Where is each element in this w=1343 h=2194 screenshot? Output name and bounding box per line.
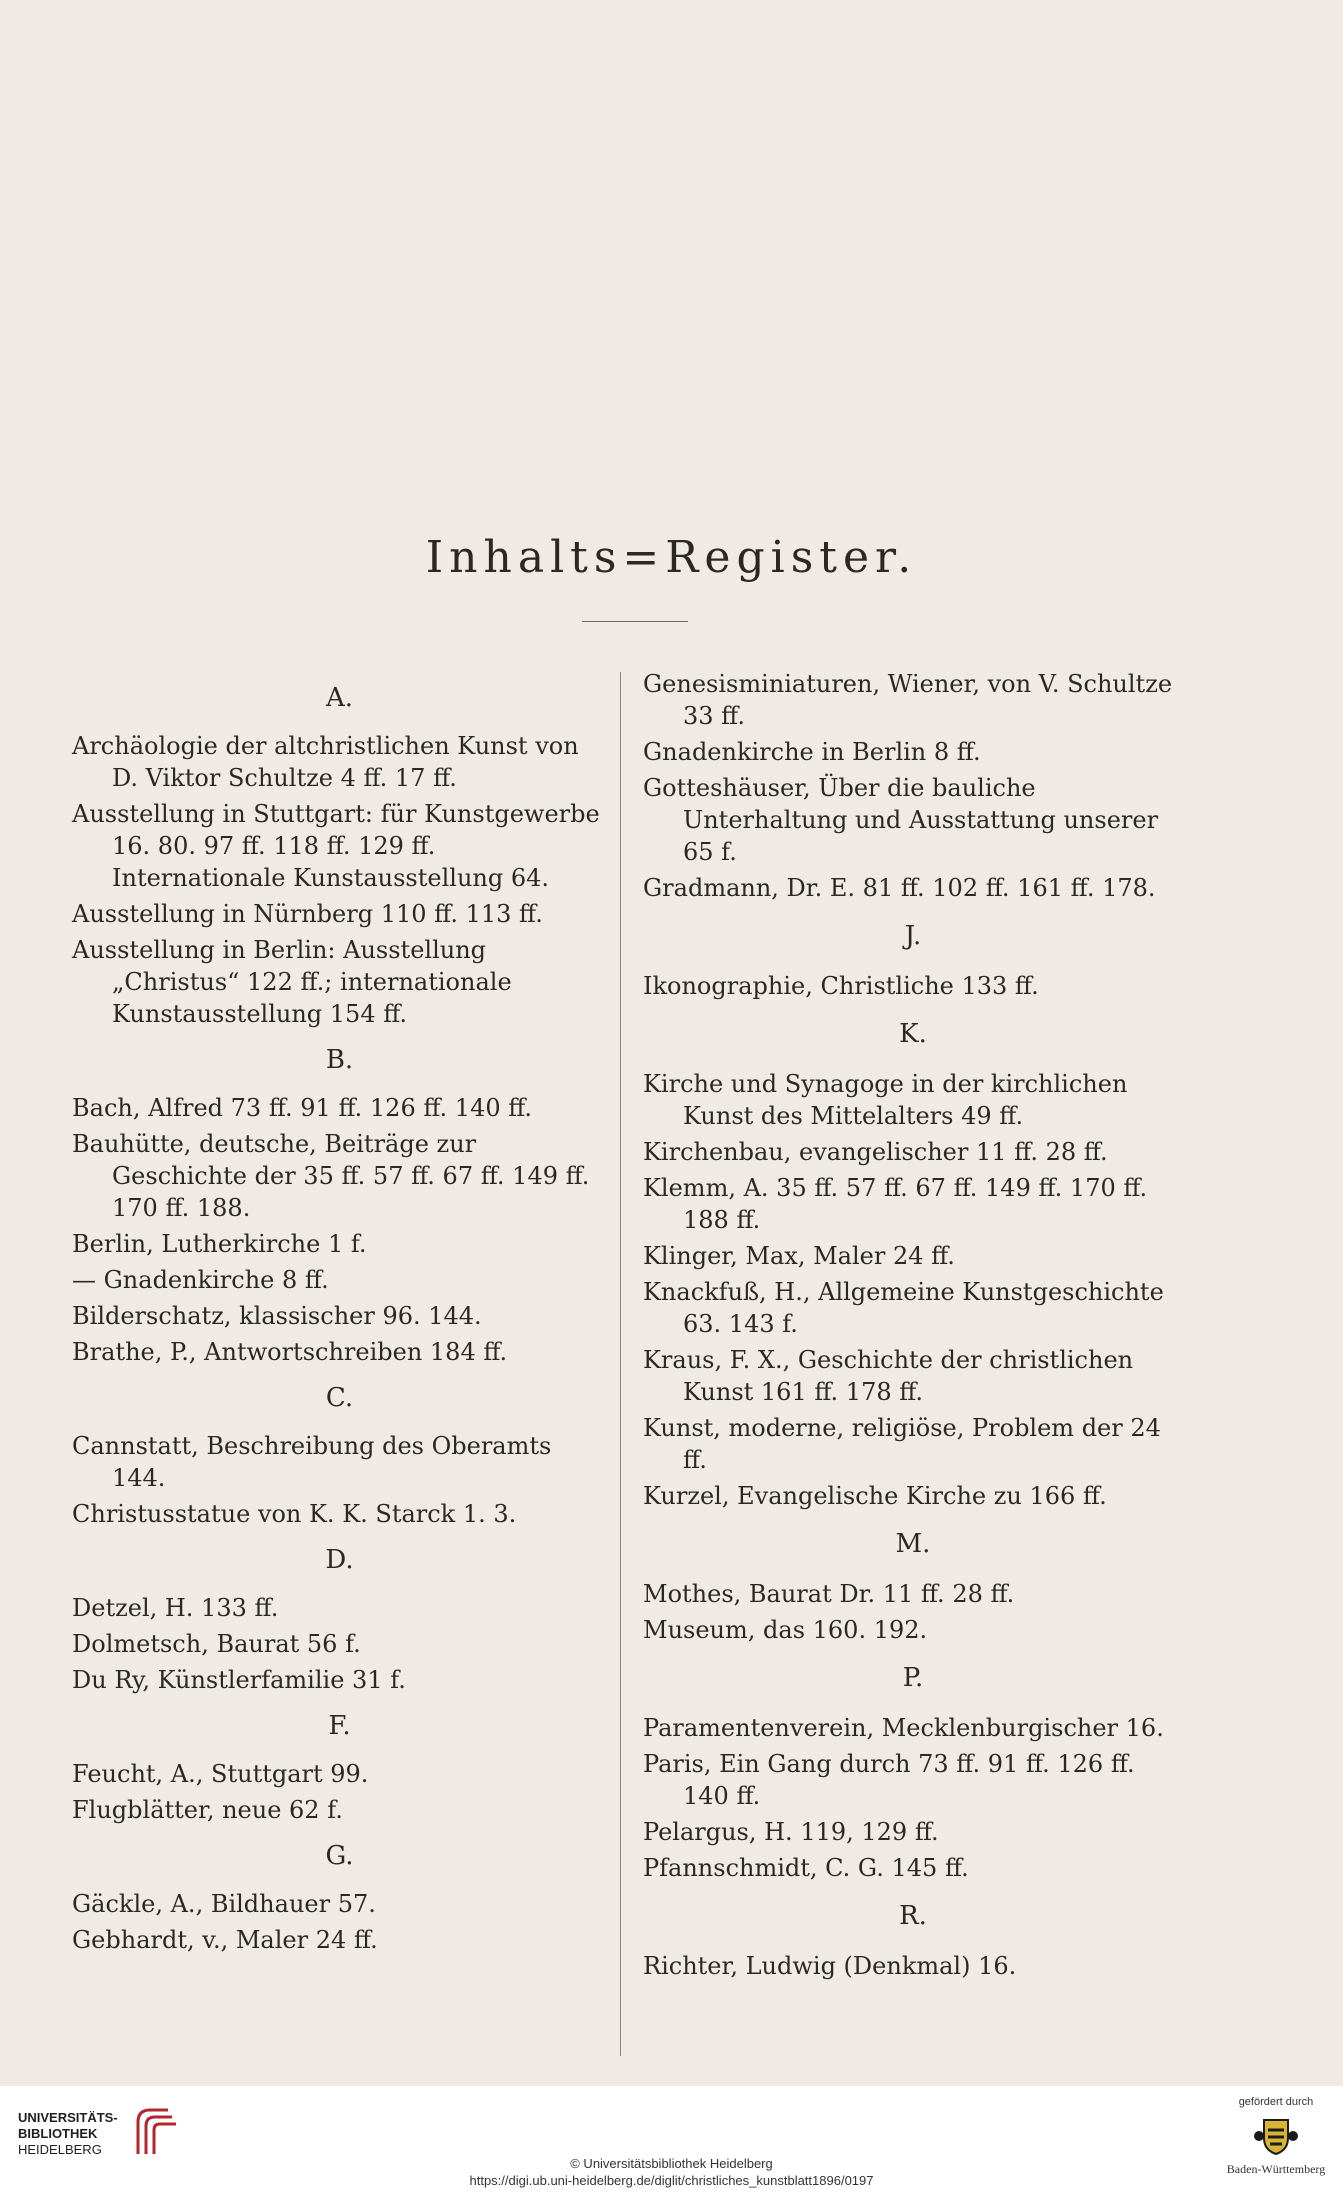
index-entry: Gotteshäuser, Über die bauliche Unterhaltung und Ausstattung unserer 65 f. xyxy=(643,774,1159,866)
index-entry: Du Ry, Künstlerfamilie 31 f. xyxy=(72,1666,406,1694)
index-entry: Gnadenkirche in Berlin 8 ff. xyxy=(643,738,981,766)
index-entry: Gradmann, Dr. E. 81 ff. 102 ff. 161 ff. 178. xyxy=(643,874,1156,902)
section-letter: G. xyxy=(325,1841,354,1871)
section-letter: C. xyxy=(325,1383,354,1413)
index-entry: Christusstatue von K. K. Starck 1. 3. xyxy=(72,1500,517,1528)
index-entry: Ausstellung in Berlin: Ausstellung „Christus“ 122 ff.; internationale Kunstausstellung 154 ff. xyxy=(72,936,512,1028)
footer-bar xyxy=(0,2086,1343,2194)
index-entry: Klemm, A. 35 ff. 57 ff. 67 ff. 149 ff. 170 ff. 188 ff. xyxy=(643,1174,1148,1234)
library-logo[interactable] xyxy=(18,2110,118,2158)
index-entry: Paris, Ein Gang durch 73 ff. 91 ff. 126 ff. 140 ff. xyxy=(643,1750,1135,1810)
crest-icon xyxy=(1253,2114,1299,2158)
index-entry: Bach, Alfred 73 ff. 91 ff. 126 ff. 140 ff. xyxy=(72,1094,533,1122)
index-entry: Pelargus, H. 119, 129 ff. xyxy=(643,1818,939,1846)
index-entry: Berlin, Lutherkirche 1 f. xyxy=(72,1230,367,1258)
index-entry: Cannstatt, Beschreibung des Oberamts 144. xyxy=(72,1432,552,1492)
index-entry: Flugblätter, neue 62 f. xyxy=(72,1796,343,1824)
section-letter: P. xyxy=(902,1663,924,1693)
index-entry: Paramentenverein, Mecklenburgischer 16. xyxy=(643,1714,1164,1742)
index-entry: Kraus, F. X., Geschichte der christlichen Kunst 161 ff. 178 ff. xyxy=(643,1346,1134,1406)
index-entry: Klinger, Max, Maler 24 ff. xyxy=(643,1242,955,1270)
index-entry: Detzel, H. 133 ff. xyxy=(72,1594,279,1622)
index-column-left xyxy=(72,668,607,1960)
sponsor-name: Baden-Württemberg xyxy=(1226,2162,1326,2176)
library-logo-icon xyxy=(128,2102,180,2162)
copyright-text: © Universitätsbibliothek Heidelberg xyxy=(570,2156,773,2171)
index-entry: Pfannschmidt, C. G. 145 ff. xyxy=(643,1854,969,1882)
index-entry: Ausstellung in Nürnberg 110 ff. 113 ff. xyxy=(72,900,543,928)
section-letter: B. xyxy=(325,1045,354,1075)
sponsor-block xyxy=(1221,2096,1331,2177)
section-letter: D. xyxy=(325,1545,354,1575)
index-entry: Gäckle, A., Bildhauer 57. xyxy=(72,1890,376,1918)
section-letter: M. xyxy=(895,1529,931,1559)
library-name-line2: BIBLIOTHEK xyxy=(18,2126,98,2141)
sponsor-label: gefördert durch xyxy=(1238,2096,1314,2108)
index-entry: Kirchenbau, evangelischer 11 ff. 28 ff. xyxy=(643,1138,1108,1166)
index-entry: Museum, das 160. 192. xyxy=(643,1616,928,1644)
index-entry: Richter, Ludwig (Denkmal) 16. xyxy=(643,1952,1017,1980)
index-entry: Kunst, moderne, religiöse, Problem der 24 ff. xyxy=(643,1414,1161,1474)
index-entry: Ausstellung in Stuttgart: für Kunstgewerbe 16. 80. 97 ff. 118 ff. 129 ff. Internationale Kunstausstellung 64. xyxy=(72,800,600,892)
index-column-right xyxy=(643,668,1183,1986)
index-entry: Gebhardt, v., Maler 24 ff. xyxy=(72,1926,378,1954)
section-letter: K. xyxy=(899,1019,927,1049)
title-rule xyxy=(582,621,688,622)
index-entry: Bilderschatz, klassischer 96. 144. xyxy=(72,1302,482,1330)
index-entry: Mothes, Baurat Dr. 11 ff. 28 ff. xyxy=(643,1580,1015,1608)
index-entry: — Gnadenkirche 8 ff. xyxy=(72,1266,329,1294)
library-name-line1: UNIVERSITÄTS- xyxy=(18,2110,118,2125)
section-letter: A. xyxy=(325,683,354,713)
section-letter: R. xyxy=(899,1901,927,1931)
index-entry: Dolmetsch, Baurat 56 f. xyxy=(72,1630,361,1658)
index-entry: Archäologie der altchristlichen Kunst von D. Viktor Schultze 4 ff. 17 ff. xyxy=(72,732,579,792)
index-entry: Ikonographie, Christliche 133 ff. xyxy=(643,972,1039,1000)
index-entry: Kirche und Synagoge in der kirchlichen Kunst des Mittelalters 49 ff. xyxy=(643,1070,1128,1130)
index-entry: Feucht, A., Stuttgart 99. xyxy=(72,1760,369,1788)
section-letter: F. xyxy=(328,1711,351,1741)
index-entry: Genesisminiaturen, Wiener, von V. Schultze 33 ff. xyxy=(643,670,1173,730)
library-name-line3: HEIDELBERG xyxy=(18,2142,102,2157)
section-letter: J. xyxy=(904,921,922,951)
index-entry: Bauhütte, deutsche, Beiträge zur Geschichte der 35 ff. 57 ff. 67 ff. 149 ff. 170 ff. 188. xyxy=(72,1130,590,1222)
index-entry: Knackfuß, H., Allgemeine Kunstgeschichte 63. 143 f. xyxy=(643,1278,1164,1338)
index-entry: Brathe, P., Antwortschreiben 184 ff. xyxy=(72,1338,508,1366)
page-url[interactable]: https://digi.ub.uni-heidelberg.de/diglit/christliches_kunstblatt1896/0197 xyxy=(469,2173,874,2188)
column-divider xyxy=(620,672,621,2056)
index-entry: Kurzel, Evangelische Kirche zu 166 ff. xyxy=(643,1482,1107,1510)
page-title: Inhalts=Register. xyxy=(425,532,918,583)
